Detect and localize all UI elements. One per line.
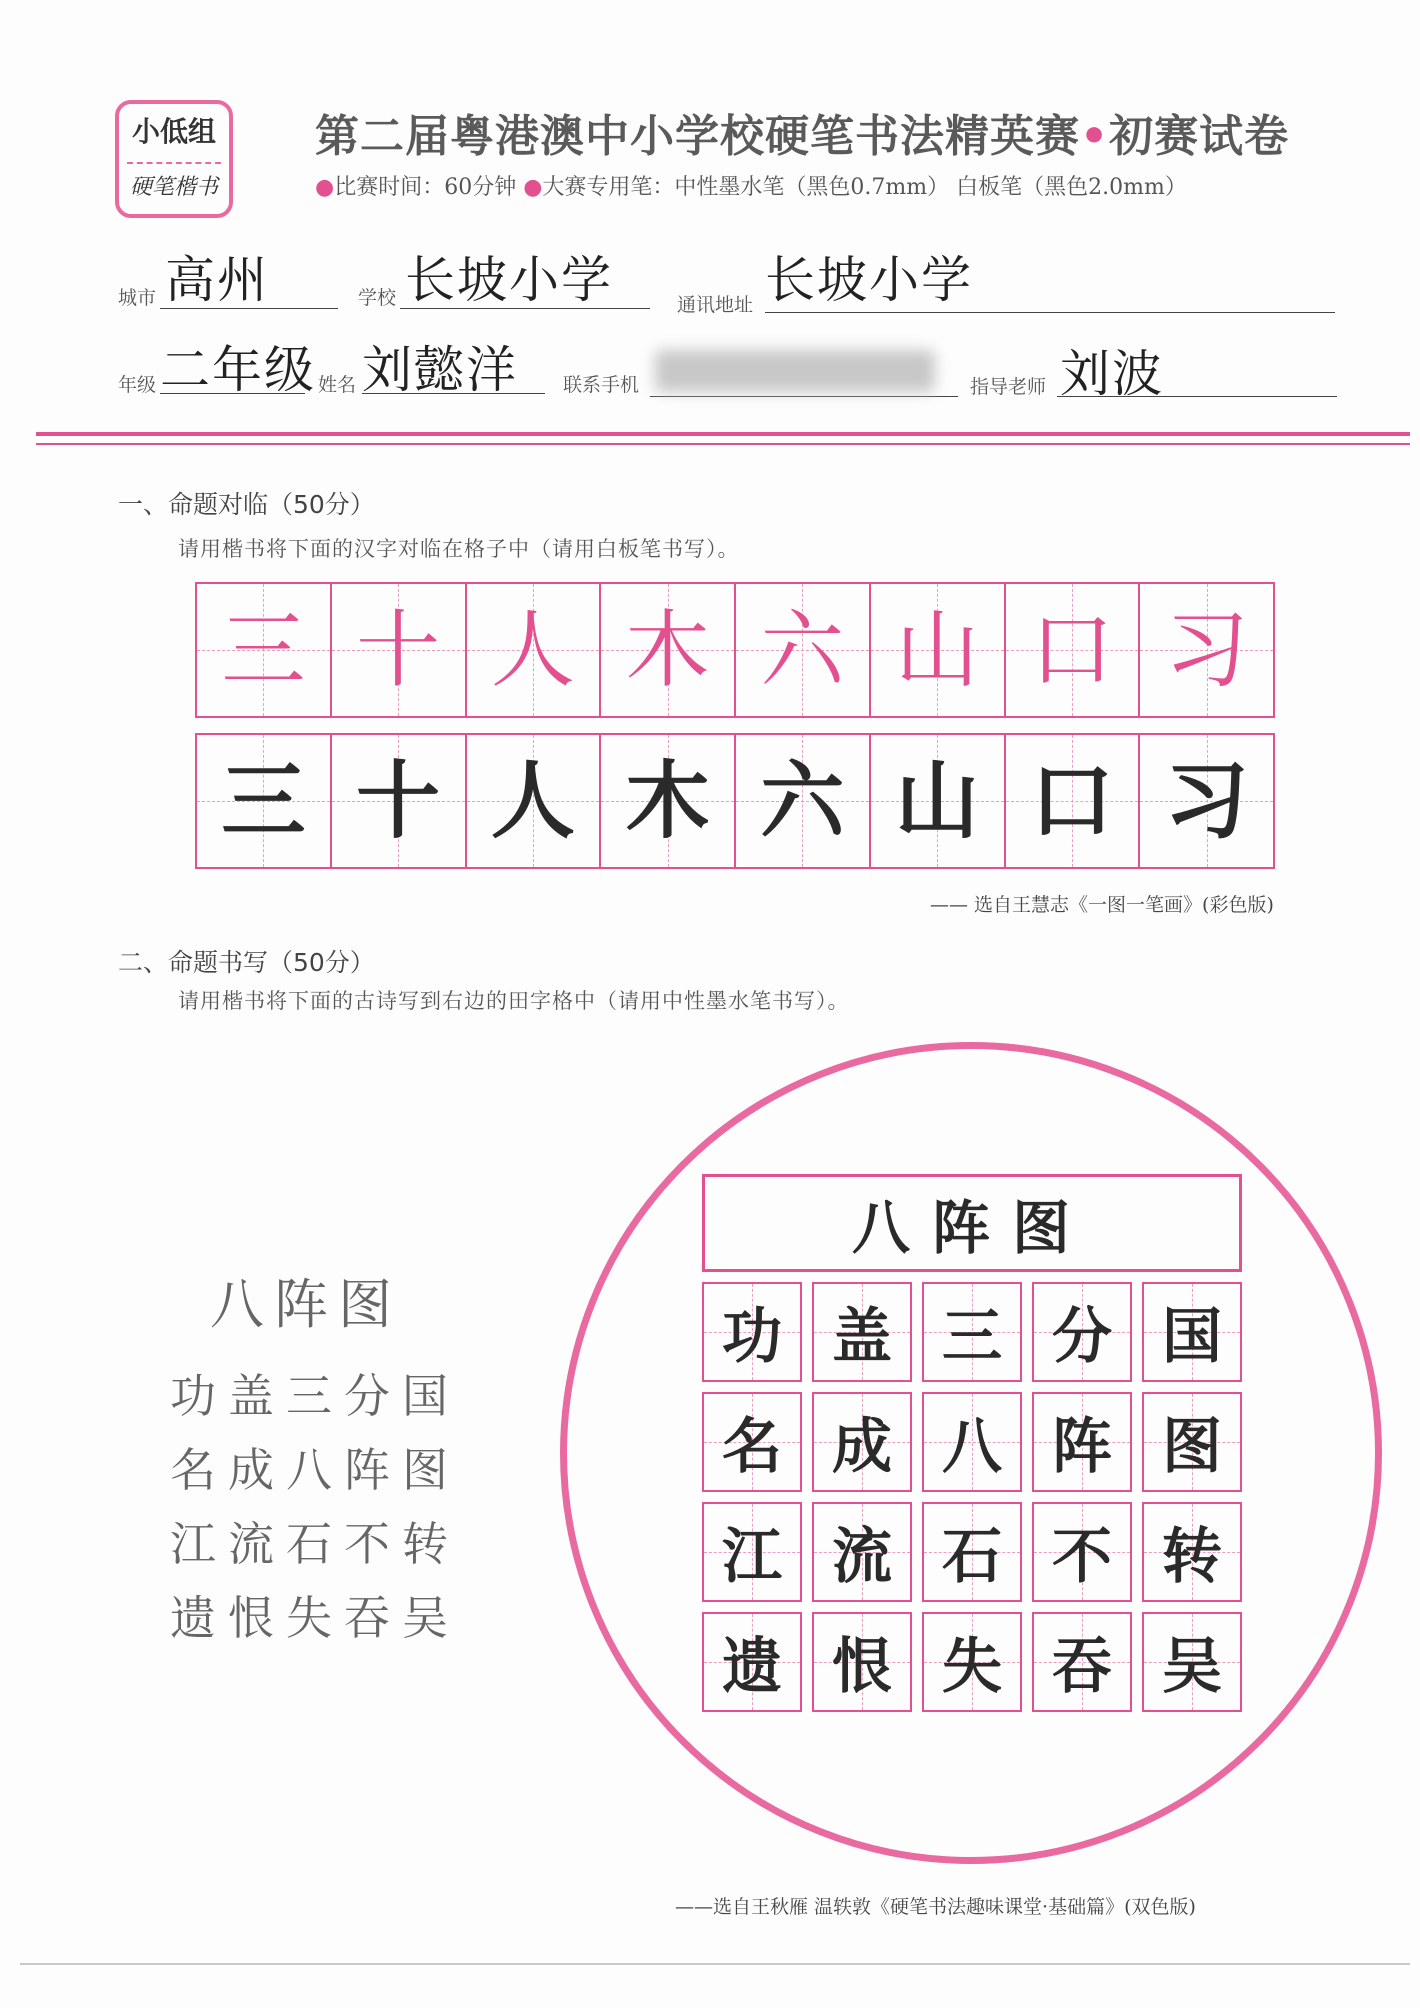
footer-divider — [20, 1963, 1410, 1965]
poem-char: 盖 — [832, 1302, 892, 1372]
title-main: 第二届粤港澳中小学校硬笔书法精英赛 — [315, 111, 1080, 162]
phone-label: 联系手机 — [563, 374, 640, 396]
address-value[interactable]: 长坡小学 — [765, 251, 973, 309]
poem-cell[interactable] — [1142, 1502, 1242, 1602]
title-dot: • — [1080, 111, 1110, 162]
section1-heading: 一、命题对临（50分） — [118, 490, 375, 519]
poem-char: 石 — [942, 1522, 1002, 1592]
writing-cell[interactable] — [332, 735, 467, 867]
model-cell — [467, 584, 602, 716]
writing-cell[interactable] — [601, 735, 736, 867]
poem-char: 成 — [832, 1412, 892, 1482]
poem-cell[interactable] — [922, 1612, 1022, 1712]
name-label: 姓名 — [318, 374, 357, 396]
poem-cell[interactable] — [812, 1282, 912, 1382]
model-char: 口 — [1029, 601, 1114, 699]
model-char: 三 — [221, 601, 306, 699]
exam-time: 比赛时间：60分钟 — [334, 175, 517, 200]
poem-char: 遗 — [722, 1632, 782, 1702]
model-char: 木 — [625, 601, 710, 699]
written-char: 山 — [895, 751, 980, 850]
poem-line: 名成八阵图 — [170, 1443, 460, 1497]
name-value[interactable]: 刘懿洋 — [362, 341, 518, 399]
writing-cell[interactable] — [197, 735, 332, 867]
writing-title-box[interactable] — [702, 1174, 1242, 1272]
model-char: 六 — [760, 601, 845, 699]
poem-char: 名 — [722, 1412, 782, 1482]
page-title — [315, 100, 1289, 164]
section2-heading: 二、命题书写（50分） — [118, 948, 375, 977]
grade-label: 年级 — [118, 374, 157, 396]
written-title: 八阵图 — [851, 1194, 1092, 1262]
model-cell — [197, 584, 332, 716]
written-char: 三 — [221, 751, 306, 850]
poem-cell[interactable] — [1142, 1612, 1242, 1712]
poem-char: 阵 — [1052, 1412, 1112, 1482]
bullet-dot: ● — [523, 175, 543, 200]
poem-char: 转 — [1162, 1522, 1222, 1592]
poem-writing-grid[interactable] — [702, 1282, 1242, 1712]
bullet-dot: ● — [315, 175, 335, 200]
writing-cell[interactable] — [1006, 735, 1141, 867]
poem-cell[interactable] — [702, 1282, 802, 1382]
teacher-value[interactable]: 刘波 — [1060, 345, 1164, 403]
written-char: 木 — [625, 751, 710, 850]
poem-char: 失 — [942, 1632, 1002, 1702]
poem-cell[interactable] — [1142, 1282, 1242, 1382]
model-cell — [332, 584, 467, 716]
written-char: 十 — [356, 751, 441, 850]
model-char: 山 — [895, 601, 980, 699]
writing-cell[interactable] — [871, 735, 1006, 867]
writing-cell[interactable] — [467, 735, 602, 867]
poem-char: 功 — [722, 1302, 782, 1372]
address-underline — [765, 312, 1335, 313]
model-cell — [1006, 584, 1141, 716]
poem-line: 遗恨失吞吴 — [170, 1591, 460, 1645]
city-value[interactable]: 高州 — [165, 251, 269, 309]
poem-char: 江 — [722, 1522, 782, 1592]
writing-cell[interactable] — [736, 735, 871, 867]
poem-char: 不 — [1052, 1522, 1112, 1592]
model-char: 习 — [1164, 601, 1249, 699]
teacher-label: 指导老师 — [970, 376, 1047, 398]
section2-instruction: 请用楷书将下面的古诗写到右边的田字格中（请用中性墨水笔书写）。 — [178, 989, 850, 1013]
poem-char: 流 — [832, 1522, 892, 1592]
title-suffix: 初赛试卷 — [1109, 111, 1290, 162]
poem-cell[interactable] — [702, 1502, 802, 1602]
model-char: 人 — [490, 601, 575, 699]
poem-char: 吞 — [1052, 1632, 1112, 1702]
poem-cell[interactable] — [1032, 1282, 1132, 1382]
written-char: 人 — [490, 751, 575, 850]
poem-char: 三 — [942, 1302, 1002, 1372]
model-char: 十 — [356, 601, 441, 699]
poem-cell[interactable] — [922, 1282, 1022, 1382]
header-divider — [36, 432, 1410, 436]
poem-cell[interactable] — [812, 1502, 912, 1602]
written-char: 六 — [760, 751, 845, 850]
school-value[interactable]: 长坡小学 — [405, 251, 613, 309]
poem-cell[interactable] — [812, 1392, 912, 1492]
poem-cell[interactable] — [1032, 1502, 1132, 1602]
model-cell — [601, 584, 736, 716]
poem-char: 八 — [942, 1412, 1002, 1482]
poem-cell[interactable] — [922, 1502, 1022, 1602]
poem-cell[interactable] — [702, 1392, 802, 1492]
address-label: 通讯地址 — [677, 294, 754, 316]
poem-char: 恨 — [832, 1632, 892, 1702]
grade-value[interactable]: 二年级 — [160, 341, 316, 399]
writing-cell[interactable] — [1140, 735, 1273, 867]
section1-source: —— 选自王慧志《一图一笔画》(彩色版) — [930, 894, 1274, 916]
exam-pens: 大赛专用笔：中性墨水笔（黑色0.7mm） 白板笔（黑色2.0mm） — [542, 175, 1187, 200]
poem-cell[interactable] — [1032, 1392, 1132, 1492]
poem-char: 图 — [1162, 1412, 1222, 1482]
poem-cell[interactable] — [812, 1612, 912, 1712]
written-char: 习 — [1164, 751, 1249, 850]
poem-cell[interactable] — [1142, 1392, 1242, 1492]
city-label: 城市 — [118, 287, 157, 309]
phone-value-redacted — [655, 350, 935, 392]
school-label: 学校 — [358, 287, 397, 309]
model-cell — [736, 584, 871, 716]
model-cell — [871, 584, 1006, 716]
poem-cell[interactable] — [1032, 1612, 1132, 1712]
written-char: 口 — [1029, 751, 1114, 850]
badge-category: 硬笔楷书 — [129, 175, 218, 200]
poem-title: 八阵图 — [210, 1273, 402, 1336]
group-badge — [115, 100, 233, 218]
poem-line: 功盖三分国 — [170, 1369, 460, 1423]
poem-char: 国 — [1162, 1302, 1222, 1372]
section1-instruction: 请用楷书将下面的汉字对临在格子中（请用白板笔书写）。 — [178, 537, 740, 561]
badge-divider — [127, 162, 221, 164]
header-divider-thin — [36, 443, 1410, 445]
poem-cell[interactable] — [702, 1612, 802, 1712]
poem-cell[interactable] — [922, 1392, 1022, 1492]
model-character-row — [195, 582, 1275, 718]
model-cell — [1140, 584, 1273, 716]
section2-source: ——选自王秋雁 温轶敦《硬笔书法趣味课堂·基础篇》(双色版) — [675, 1896, 1196, 1918]
poem-line: 江流石不转 — [170, 1517, 460, 1571]
poem-char: 吴 — [1162, 1632, 1222, 1702]
phone-underline — [650, 396, 958, 397]
exam-info — [315, 170, 1187, 201]
badge-group: 小低组 — [131, 115, 216, 148]
writing-character-row[interactable] — [195, 733, 1275, 869]
poem-char: 分 — [1052, 1302, 1112, 1372]
